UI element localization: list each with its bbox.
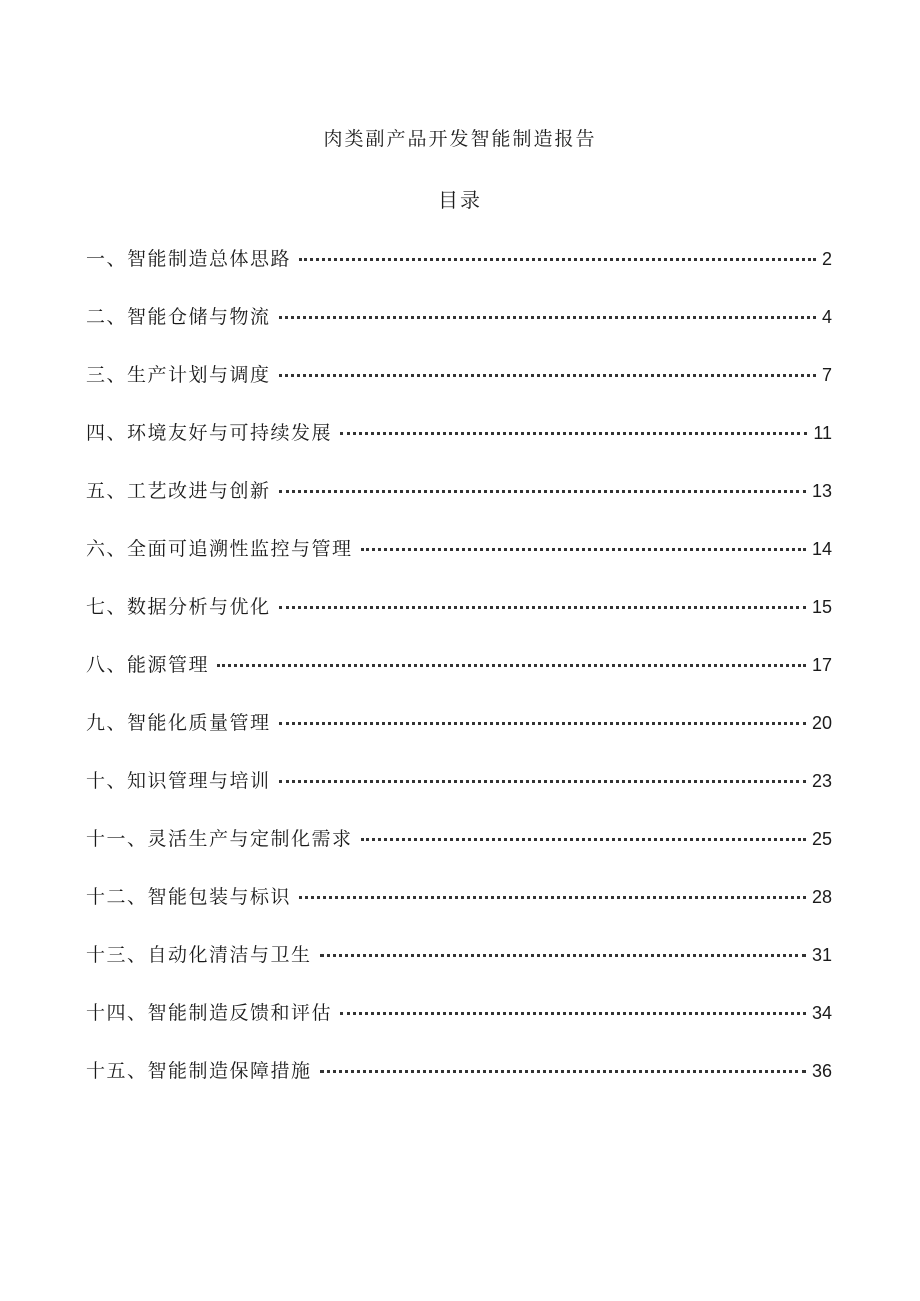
toc-entry-label: 九、智能化质量管理 (86, 712, 271, 734)
toc-entry-label: 二、智能仓储与物流 (86, 306, 271, 328)
toc-entry-label: 六、全面可追溯性监控与管理 (86, 538, 353, 560)
toc-entry[interactable] (86, 302, 832, 360)
toc-entry-label: 十四、智能制造反馈和评估 (86, 1002, 333, 1024)
toc-entry[interactable] (86, 534, 832, 592)
toc-page-number: 28 (811, 887, 832, 907)
toc-dot-leader (279, 490, 806, 493)
toc-entry[interactable] (86, 418, 832, 476)
toc-entry[interactable] (86, 650, 832, 708)
toc-entry[interactable] (86, 940, 832, 998)
toc-dot-leader (320, 1070, 806, 1073)
toc-page-number: 14 (811, 539, 832, 559)
toc-dot-leader (320, 954, 806, 957)
toc-entry[interactable] (86, 766, 832, 824)
toc-entry-label: 八、能源管理 (86, 654, 210, 676)
toc-page-number: 36 (811, 1061, 832, 1081)
toc-entry-label: 十五、智能制造保障措施 (86, 1060, 312, 1082)
toc-dot-leader (361, 838, 806, 841)
toc-page-number: 11 (813, 423, 832, 443)
table-of-contents (86, 244, 832, 1114)
toc-page-number: 17 (811, 655, 832, 675)
toc-dot-leader (299, 258, 816, 261)
toc-entry-label: 一、智能制造总体思路 (86, 248, 292, 270)
toc-entry-label: 五、工艺改进与创新 (86, 480, 271, 502)
toc-heading: 目录 (438, 188, 482, 212)
toc-entry[interactable] (86, 592, 832, 650)
toc-page-number: 20 (811, 713, 832, 733)
toc-dot-leader (279, 606, 806, 609)
toc-entry[interactable] (86, 882, 832, 940)
toc-entry[interactable] (86, 998, 832, 1056)
toc-dot-leader (299, 896, 806, 899)
toc-page-number: 25 (811, 829, 832, 849)
toc-entry[interactable] (86, 824, 832, 882)
toc-entry[interactable] (86, 708, 832, 766)
toc-entry-label: 三、生产计划与调度 (86, 364, 271, 386)
toc-dot-leader (279, 780, 806, 783)
toc-dot-leader (217, 664, 806, 667)
toc-dot-leader (279, 722, 806, 725)
toc-dot-leader (279, 316, 816, 319)
document-title: 肉类副产品开发智能制造报告 (323, 128, 597, 150)
toc-entry-label: 十一、灵活生产与定制化需求 (86, 828, 353, 850)
toc-page-number: 31 (811, 945, 832, 965)
toc-dot-leader (340, 432, 807, 435)
toc-page-number: 34 (811, 1003, 832, 1023)
toc-dot-leader (340, 1012, 806, 1015)
toc-page-number: 23 (811, 771, 832, 791)
toc-entry-label: 十二、智能包装与标识 (86, 886, 292, 908)
toc-dot-leader (279, 374, 816, 377)
toc-page-number: 13 (811, 481, 832, 501)
toc-entry[interactable] (86, 476, 832, 534)
toc-page-number: 7 (821, 365, 832, 385)
toc-entry[interactable] (86, 1056, 832, 1114)
toc-entry[interactable] (86, 244, 832, 302)
toc-entry[interactable] (86, 360, 832, 418)
toc-page-number: 2 (821, 249, 832, 269)
toc-page-number: 4 (821, 307, 832, 327)
toc-entry-label: 十三、自动化清洁与卫生 (86, 944, 312, 966)
toc-entry-label: 四、环境友好与可持续发展 (86, 422, 333, 444)
toc-entry-label: 七、数据分析与优化 (86, 596, 271, 618)
toc-page-number: 15 (811, 597, 832, 617)
toc-entry-label: 十、知识管理与培训 (86, 770, 271, 792)
toc-dot-leader (361, 548, 806, 551)
